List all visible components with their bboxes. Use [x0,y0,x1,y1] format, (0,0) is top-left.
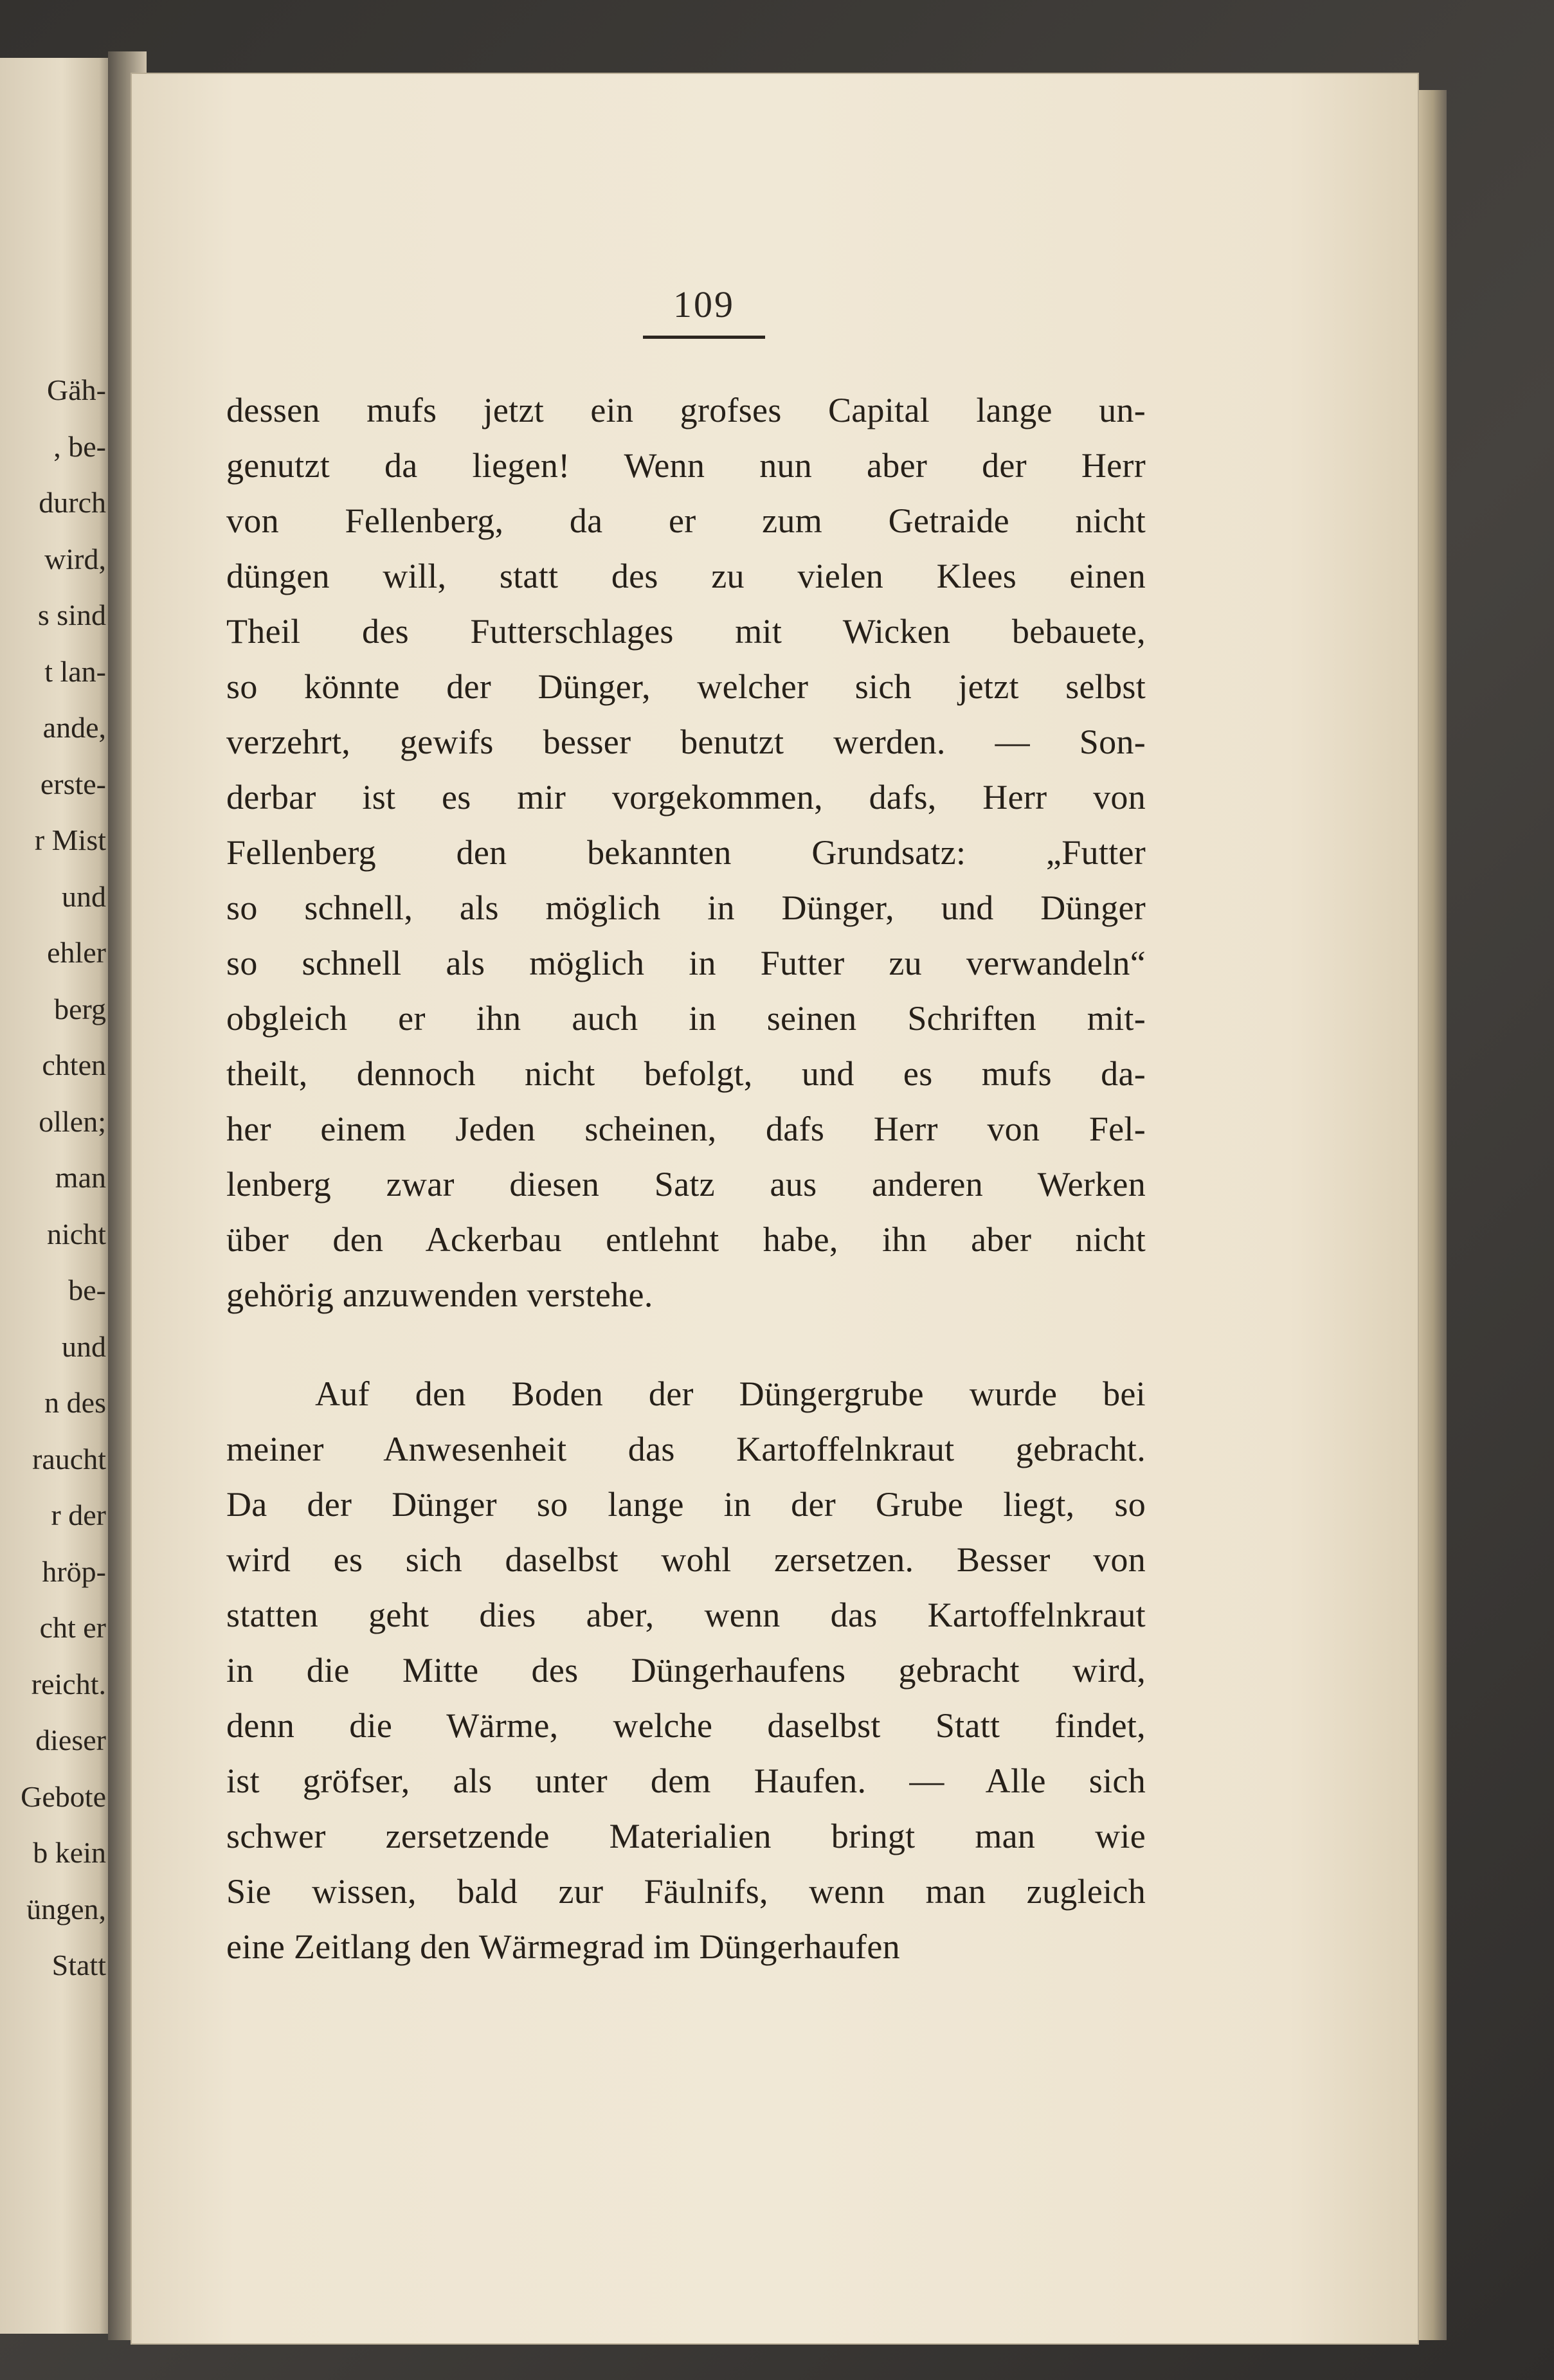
text-line: so könnte der Dünger, welcher sich jetzt selbst [226,667,1146,706]
page-number: 109 [673,284,735,325]
text-line: derbar ist es mir vorgekommen, dafs, Herr von [226,778,1146,816]
left-page-fragment: wird, [44,542,106,575]
left-page-fragment: reicht. [31,1667,106,1700]
text-line: schwer zersetzende Materialien bringt man wie [226,1817,1146,1855]
left-page-fragment: r der [51,1499,106,1531]
text-line: statten geht dies aber, wenn das Kartoffelnkraut [226,1596,1146,1634]
left-page-fragment: chten [42,1049,106,1081]
text-line: lenberg zwar diesen Satz aus anderen Werken [226,1165,1146,1204]
text-line: eine Zeitlang den Wärmegrad im Düngerhaufen [226,1927,900,1966]
text-line: Sie wissen, bald zur Fäulnifs, wenn man zugleich [226,1872,1146,1911]
text-line: theilt, dennoch nicht befolgt, und es mufs da- [226,1054,1146,1093]
left-page-fragment: erste- [40,767,106,800]
text-line: meiner Anwesenheit das Kartoffelnkraut gebracht. [226,1430,1146,1468]
left-page-fragment: n des [44,1386,106,1419]
page-number-rule [643,336,765,339]
left-page-fragment: ande, [42,711,106,744]
left-page-fragment: man [55,1161,106,1194]
left-page-fragment: t lan- [44,654,106,688]
text-line: so schnell als möglich in Futter zu verwandeln“ [226,944,1146,982]
left-page-fragment: Gäh- [47,374,106,406]
left-page-fragment: dieser [35,1724,106,1756]
text-line: Theil des Futterschlages mit Wicken bebauete, [226,612,1146,651]
left-facing-page [0,58,113,2334]
left-page-fragment: und [62,879,106,913]
left-page-fragment: berg [54,992,106,1025]
text-line: dessen mufs jetzt ein grofses Capital lange un- [226,391,1146,429]
text-line: her einem Jeden scheinen, dafs Herr von Fel- [226,1110,1146,1148]
left-page-fragment: hröp- [42,1555,106,1588]
text-line: düngen will, statt des zu vielen Klees einen [226,557,1146,595]
left-page-fragment: be- [68,1274,106,1306]
left-page-fragment: b kein [33,1836,106,1869]
left-page-fragment: ehler [47,936,106,969]
left-page-fragment: durch [39,486,106,519]
text-line: Auf den Boden der Düngergrube wurde bei [315,1375,1146,1413]
text-line: wird es sich daselbst wohl zersetzen. Besser von [226,1540,1146,1579]
text-line: gehörig anzuwenden verstehe. [226,1276,653,1314]
left-page-fragment: nicht [47,1217,106,1250]
left-page-fragment: , be- [53,429,106,463]
left-page-fragment: Statt [51,1949,106,1981]
text-line: so schnell, als möglich in Dünger, und Dünger [226,888,1146,927]
left-page-fragment: r Mist [34,824,106,856]
left-page-fragment: ollen; [39,1104,106,1138]
text-line: obgleich er ihn auch in seinen Schriften mit- [226,999,1146,1038]
text-line: verzehrt, gewifs besser benutzt werden. — Son- [226,723,1146,761]
text-line: in die Mitte des Düngerhaufens gebracht wird, [226,1651,1146,1690]
text-line: Fellenberg den bekannten Grundsatz: „Futter [226,833,1146,872]
text-line: Da der Dünger so lange in der Grube liegt, so [226,1485,1146,1524]
text-line: genutzt da liegen! Wenn nun aber der Herr [226,446,1146,485]
text-line: ist gröfser, als unter dem Haufen. — Alle sich [226,1762,1146,1800]
left-page-fragment: Gebote [21,1780,106,1813]
left-page-fragment: raucht [32,1442,106,1475]
text-line: denn die Wärme, welche daselbst Statt findet, [226,1706,1146,1745]
left-page-fragment: s sind [37,599,106,631]
left-page-fragment: üngen, [26,1892,106,1925]
left-page-fragment: cht er [39,1611,106,1644]
text-line: über den Ackerbau entlehnt habe, ihn aber nicht [226,1220,1146,1259]
text-line: von Fellenberg, da er zum Getraide nicht [226,501,1146,540]
left-page-fragment: und [62,1330,106,1363]
